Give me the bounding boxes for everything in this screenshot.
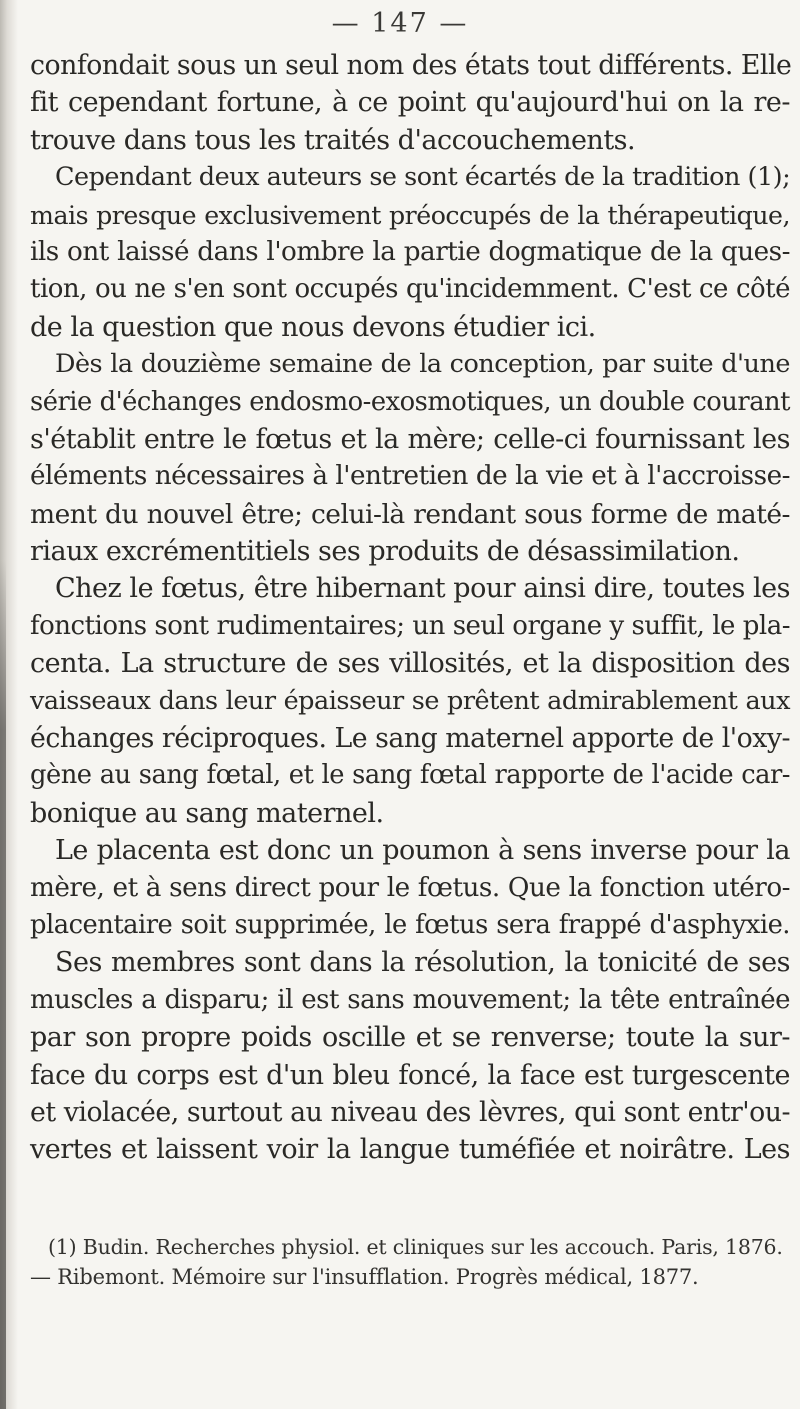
footnote: (1) Budin. Recherches physiol. et cliniques sur les accouch. Paris, 1876. [48, 1235, 783, 1259]
page-number: — 147 — [331, 8, 469, 39]
text-line: bonique au sang maternel. [30, 797, 384, 829]
text-line: et violacée, surtout au niveau des lèvres, qui sont entr'ou- [30, 1096, 790, 1128]
text-line: de la question que nous devons étudier ici. [30, 311, 596, 343]
text-line: série d'échanges endosmo-exosmotiques, un double courant [30, 386, 790, 417]
footnote: — Ribemont. Mémoire sur l'insufflation. Progrès médical, 1877. [30, 1265, 699, 1289]
text-line: vertes et laissent voir la langue tuméfiée et noirâtre. Les [30, 1134, 790, 1166]
text-line: confondait sous un seul nom des états tout différents. Elle [30, 50, 792, 81]
text-line: fonctions sont rudimentaires; un seul organe y suffit, le pla- [30, 610, 790, 641]
text-line: riaux excrémentitiels ses produits de désassimilation. [30, 536, 740, 568]
footnotes [30, 1232, 790, 1292]
text-line: ils ont laissé dans l'ombre la partie dogmatique de la ques- [30, 236, 790, 267]
page-edge-shadow [0, 560, 6, 1409]
text-line: gène au sang fœtal, et le sang fœtal rapporte de l'acide car- [30, 760, 790, 791]
text-line: Cependant deux auteurs se sont écartés de la tradition (1); [55, 162, 791, 193]
text-line: mais presque exclusivement préoccupés de la thérapeutique, [30, 200, 790, 230]
text-line: par son propre poids oscille et se renverse; toute la sur- [30, 1022, 790, 1054]
text-line: fit cependant fortune, à ce point qu'aujourd'hui on la re- [30, 87, 790, 119]
text-line: Ses membres sont dans la résolution, la tonicité de ses [55, 947, 790, 979]
text-line: face du corps est d'un bleu foncé, la face est turgescente [30, 1059, 790, 1091]
text-line: trouve dans tous les traités d'accouchements. [30, 124, 636, 156]
body-text [30, 47, 790, 1169]
text-line: s'établit entre le fœtus et la mère; celle-ci fournissant les [30, 423, 790, 455]
text-line: mère, et à sens direct pour le fœtus. Que la fonction utéro- [30, 872, 790, 903]
text-line: centa. La structure de ses villosités, et la disposition des [30, 648, 790, 680]
text-line: tion, ou ne s'en sont occupés qu'incidemment. C'est ce côté [30, 274, 790, 305]
text-line: muscles a disparu; il est sans mouvement; la tête entraînée [30, 984, 790, 1015]
text-line: vaisseaux dans leur épaisseur se prêtent admirablement aux [30, 685, 790, 716]
text-line: échanges réciproques. Le sang maternel apporte de l'oxy- [30, 723, 790, 755]
text-line: placentaire soit supprimée, le fœtus sera frappé d'asphyxie. [30, 909, 790, 940]
text-line: éléments nécessaires à l'entretien de la vie et à l'accroisse- [30, 461, 790, 492]
text-line: ment du nouvel être; celui-là rendant sous forme de maté- [30, 498, 790, 530]
text-line: Chez le fœtus, être hibernant pour ainsi dire, toutes les [55, 573, 790, 605]
text-line: Dès la douzième semaine de la conception, par suite d'une [55, 349, 790, 380]
text-line: Le placenta est donc un poumon à sens inverse pour la [55, 835, 790, 867]
